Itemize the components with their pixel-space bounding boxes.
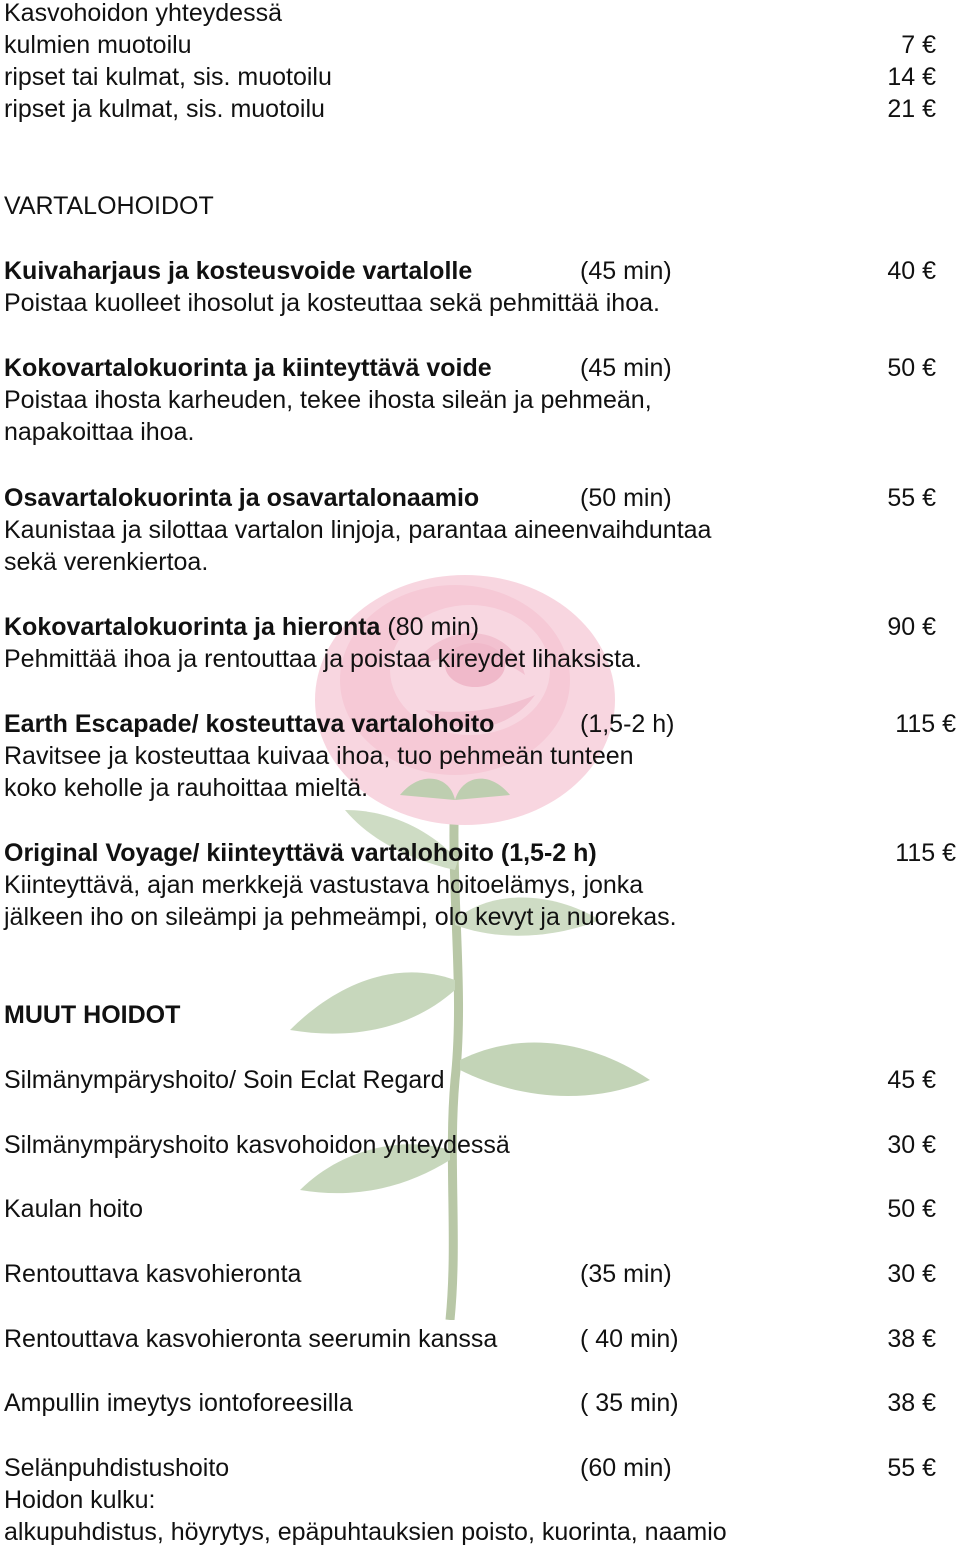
treatment-duration: (1,5-2 h) [580, 710, 675, 738]
treatment-name-row [4, 611, 479, 643]
other-treatment-description: alkupuhdistus, höyrytys, epäpuhtauksien poisto, kuorinta, naamio [4, 1518, 727, 1546]
intro-item-name: ripset tai kulmat, sis. muotoilu [4, 63, 332, 91]
intro-item-price: 7 € [901, 31, 936, 59]
treatment-description: Poistaa kuolleet ihosolut ja kosteuttaa sekä pehmittää ihoa. [4, 289, 660, 317]
intro-item-name: kulmien muotoilu [4, 31, 192, 59]
other-treatment-price: 50 € [887, 1195, 936, 1223]
treatment-name: Kokovartalokuorinta ja hieronta [4, 613, 381, 641]
other-treatment-description: Hoidon kulku: [4, 1486, 156, 1514]
treatment-name: Osavartalokuorinta ja osavartalonaamio [4, 484, 480, 512]
other-treatment-name: Rentouttava kasvohieronta [4, 1260, 302, 1288]
treatment-duration: (50 min) [580, 484, 672, 512]
other-treatment-price: 38 € [887, 1389, 936, 1417]
treatment-duration: (80 min) [387, 613, 480, 641]
treatment-description: Pehmittää ihoa ja rentouttaa ja poistaa kireydet lihaksista. [4, 645, 642, 673]
other-treatment-duration: (35 min) [580, 1260, 672, 1288]
treatment-description: sekä verenkiertoa. [4, 548, 209, 576]
other-treatment-name: Kaulan hoito [4, 1195, 144, 1223]
treatment-price: 55 € [887, 484, 936, 512]
other-treatment-price: 55 € [887, 1454, 936, 1482]
other-treatment-name: Selänpuhdistushoito [4, 1454, 230, 1482]
treatment-price: 90 € [887, 613, 936, 641]
treatment-description: Kiinteyttävä, ajan merkkejä vastustava hoitoelämys, jonka [4, 871, 644, 899]
other-treatment-price: 30 € [887, 1131, 936, 1159]
treatment-duration: (45 min) [580, 257, 672, 285]
treatment-duration: (45 min) [580, 354, 672, 382]
treatment-description: Kaunistaa ja silottaa vartalon linjoja, parantaa aineenvaihduntaa [4, 516, 712, 544]
treatment-price: 40 € [887, 257, 936, 285]
treatment-price: 50 € [887, 354, 936, 382]
other-treatment-name: Ampullin imeytys iontoforeesilla [4, 1389, 353, 1417]
treatment-name: Earth Escapade/ kosteuttava vartalohoito [4, 710, 495, 738]
other-treatment-name: Silmänympäryshoito/ Soin Eclat Regard [4, 1066, 445, 1094]
treatment-name: Kokovartalokuorinta ja kiinteyttävä voide [4, 354, 492, 382]
treatment-name: Original Voyage/ kiinteyttävä vartalohoito (1,5-2 h) [4, 839, 597, 867]
other-treatment-duration: (60 min) [580, 1454, 672, 1482]
other-treatment-price: 38 € [887, 1325, 936, 1353]
other-treatment-price: 45 € [887, 1066, 936, 1094]
other-treatment-duration: ( 40 min) [580, 1325, 679, 1353]
treatment-price: 115 € [895, 839, 956, 867]
intro-item-price: 21 € [887, 95, 936, 123]
treatment-description: napakoittaa ihoa. [4, 418, 195, 446]
treatment-name: Kuivaharjaus ja kosteusvoide vartalolle [4, 257, 473, 285]
treatment-description: jälkeen iho on sileämpi ja pehmeämpi, olo kevyt ja nuorekas. [4, 903, 677, 931]
treatment-price: 115 € [895, 710, 956, 738]
treatment-description: koko keholle ja rauhoittaa mieltä. [4, 774, 369, 802]
other-treatment-name: Silmänympäryshoito kasvohoidon yhteydessä [4, 1131, 510, 1159]
treatment-description: Ravitsee ja kosteuttaa kuivaa ihoa, tuo pehmeän tunteen [4, 742, 634, 770]
treatment-description: Poistaa ihosta karheuden, tekee ihosta sileän ja pehmeän, [4, 386, 652, 414]
intro-item-name: ripset ja kulmat, sis. muotoilu [4, 95, 325, 123]
section-heading-other-treatments: MUUT HOIDOT [4, 1001, 181, 1029]
other-treatment-name: Rentouttava kasvohieronta seerumin kanssa [4, 1325, 498, 1353]
intro-heading: Kasvohoidon yhteydessä [4, 0, 282, 27]
intro-item-price: 14 € [887, 63, 936, 91]
other-treatment-price: 30 € [887, 1260, 936, 1288]
section-heading-body-treatments: VARTALOHOIDOT [4, 192, 214, 220]
other-treatment-duration: ( 35 min) [580, 1389, 679, 1417]
